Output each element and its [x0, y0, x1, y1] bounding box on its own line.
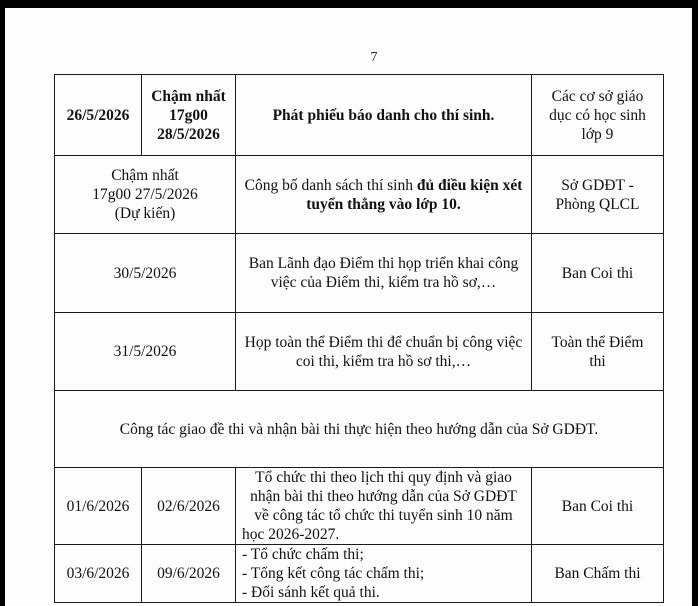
table-row: [55, 234, 664, 313]
end-date-cell: 02/6/2026: [142, 468, 236, 545]
schedule-table: [54, 74, 664, 603]
task-cell: Tổ chức thi theo lịch thi quy định và giao nhận bài thi theo hướng dẫn của Sở GDĐT về công tác tổ chức thi tuyển sinh 10 năm học 2026-2027.: [236, 468, 532, 545]
responsible-cell: Sở GDĐT - Phòng QLCL: [532, 156, 664, 234]
time-cell: 30/5/2026: [55, 234, 236, 313]
task-cell: Phát phiếu báo danh cho thí sinh.: [236, 75, 532, 156]
responsible-cell: Toàn thể Điểm thi: [532, 313, 664, 391]
table-row: [55, 75, 664, 156]
end-date-cell: Chậm nhất 17g00 28/5/2026: [142, 75, 236, 156]
responsible-cell: Ban Coi thi: [532, 234, 664, 313]
start-date-cell: 01/6/2026: [55, 468, 142, 545]
responsible-cell: Ban Coi thi: [532, 468, 664, 545]
task-cell: Họp toàn thể Điểm thi để chuẩn bị công việc coi thi, kiểm tra hồ sơ thi,…: [236, 313, 532, 391]
document-page: [5, 8, 692, 606]
table-row: [55, 391, 664, 468]
task-cell: [236, 545, 532, 603]
task-cell: Công bố danh sách thí sinh đủ điều kiện xét tuyển thẳng vào lớp 10.: [236, 156, 532, 234]
task-item: - Đối sánh kết quả thi.: [242, 584, 380, 601]
responsible-cell: Ban Chấm thi: [532, 545, 664, 603]
table-row: [55, 468, 664, 545]
table-row: [55, 545, 664, 603]
start-date-cell: 03/6/2026: [55, 545, 142, 603]
responsible-cell: Các cơ sở giáo dục có học sinh lớp 9: [532, 75, 664, 156]
task-cell: Ban Lãnh đạo Điểm thi họp triển khai công việc của Điểm thi, kiểm tra hồ sơ,…: [236, 234, 532, 313]
task-item: - Tổng kết công tác chấm thi;: [242, 565, 425, 582]
note-cell: Công tác giao đề thi và nhận bài thi thực hiện theo hướng dẫn của Sở GDĐT.: [55, 391, 664, 468]
time-cell: 31/5/2026: [55, 313, 236, 391]
task-item: - Tổ chức chấm thi;: [242, 546, 364, 563]
start-date-cell: 26/5/2026: [55, 75, 142, 156]
table-row: [55, 313, 664, 391]
end-date-cell: 09/6/2026: [142, 545, 236, 603]
time-cell: Chậm nhất 17g00 27/5/2026 (Dự kiến): [55, 156, 236, 234]
page-number: 7: [370, 50, 378, 65]
table-row: [55, 156, 664, 234]
